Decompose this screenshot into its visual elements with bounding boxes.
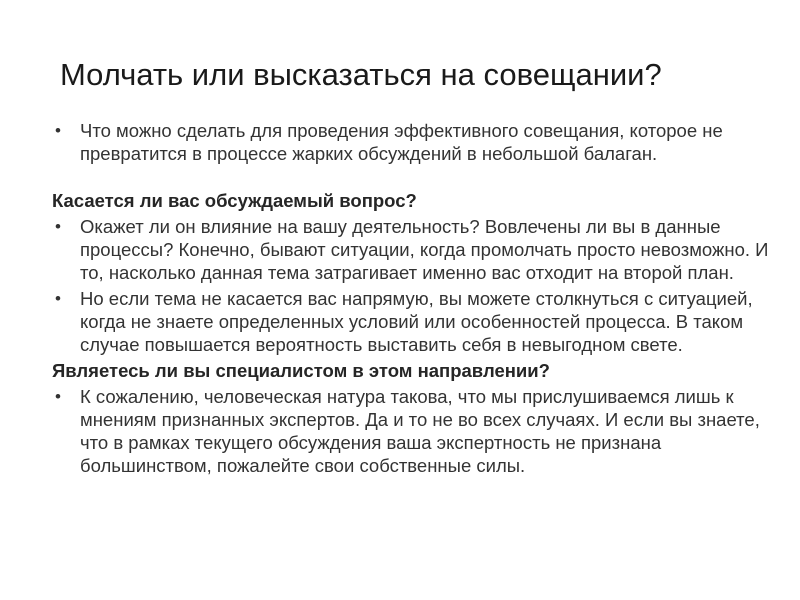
bullet-icon: • [55, 121, 61, 140]
bullet-text: Что можно сделать для проведения эффективного совещания, которое не превратится в процессе жарких обсуждений в небольшой балаган. [80, 120, 723, 164]
section-heading: Касается ли вас обсуждаемый вопрос? [52, 190, 417, 211]
bullet-icon: • [55, 217, 61, 236]
bullet-item [52, 119, 792, 165]
bullet-text: К сожалению, человеческая натура такова, что мы прислушиваемся лишь к мнениям признанных экспертов. Да и то не во всех случаях. И если вы знаете, что в рамках текущего обсуждения ваша экспертность не признана большинством, пожалейте свои собственные силы. [80, 386, 760, 476]
bullet-item [52, 215, 792, 284]
slide-content [52, 119, 792, 477]
bullet-icon: • [55, 289, 61, 308]
bullet-text: Но если тема не касается вас напрямую, вы можете столкнуться с ситуацией, когда не знаете определенных условий или особенностей процесса. В таком случае повышается вероятность выставить себя в невыгодном свете. [80, 288, 753, 355]
bullet-item [52, 287, 792, 356]
bullet-item [52, 385, 792, 477]
bullet-icon: • [55, 387, 61, 406]
slide-title: Молчать или высказаться на совещании? [60, 57, 662, 92]
section-heading: Являетесь ли вы специалистом в этом направлении? [52, 360, 550, 381]
bullet-text: Окажет ли он влияние на вашу деятельность? Вовлечены ли вы в данные процессы? Конечно, бывают ситуации, когда промолчать просто невозможно. И то, насколько данная тема затрагивает именно вас отходит на второй план. [80, 216, 769, 283]
